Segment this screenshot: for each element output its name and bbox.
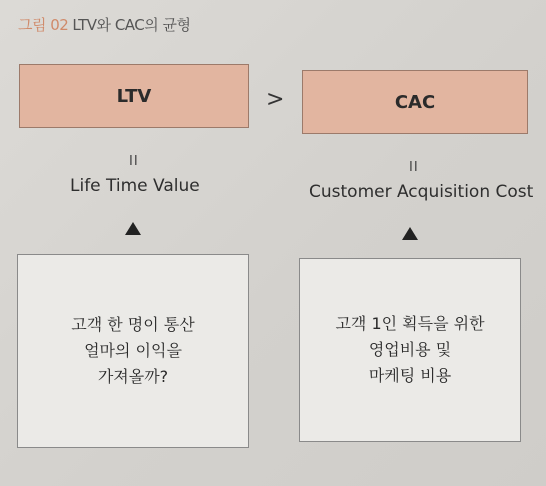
ltv-up-triangle-icon <box>125 222 141 235</box>
cac-description-box <box>299 258 521 442</box>
ltv-description-line: 가져올까? <box>97 367 169 386</box>
cac-header-box <box>302 70 528 134</box>
cac-equals-icon: II <box>409 160 419 175</box>
ltv-header-box <box>19 64 249 128</box>
ltv-description-box <box>17 254 249 448</box>
cac-description-line: 고객 1인 획득을 위한 <box>335 314 485 333</box>
figure-number: 그림 02 <box>18 16 69 34</box>
cac-up-triangle-icon <box>402 227 418 240</box>
ltv-description-line: 얼마의 이익을 <box>84 341 182 360</box>
ltv-description-line: 고객 한 명이 통산 <box>71 315 195 334</box>
figure-caption: LTV와 CAC의 균형 <box>72 16 191 34</box>
ltv-full-name: Life Time Value <box>70 176 200 196</box>
cac-label: CAC <box>394 91 436 113</box>
cac-description-line: 마케팅 비용 <box>368 366 452 385</box>
cac-description-line: 영업비용 및 <box>368 340 452 359</box>
ltv-label: LTV <box>116 85 152 107</box>
figure-title <box>18 14 191 35</box>
greater-than-icon: > <box>266 87 285 112</box>
cac-full-name: Customer Acquisition Cost <box>309 182 534 202</box>
ltv-equals-icon: II <box>129 154 139 169</box>
